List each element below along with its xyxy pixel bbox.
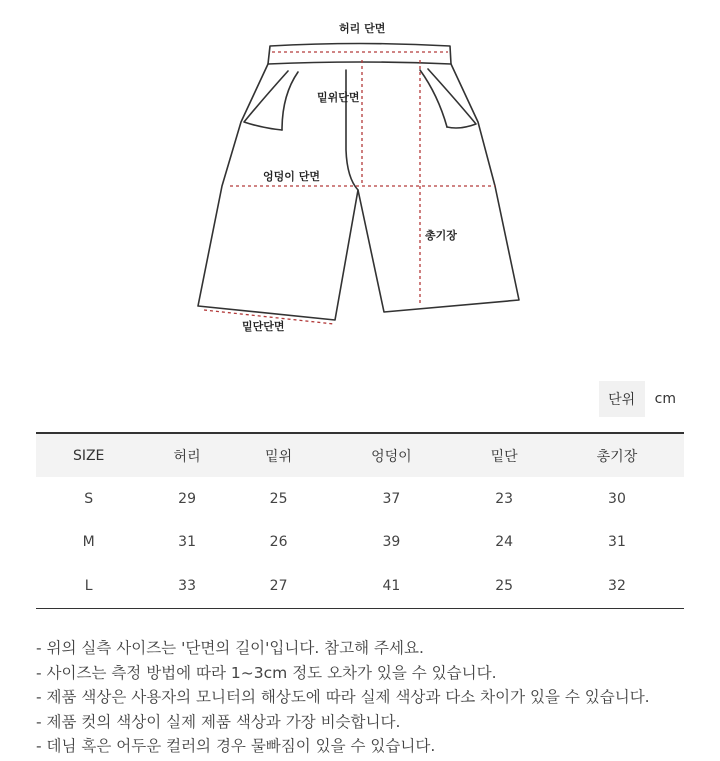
note-item: - 위의 실측 사이즈는 '단면의 길이'입니다. 참고해 주세요. [36,639,424,657]
size-chart-table [36,432,684,609]
cell-hem: 25 [458,564,550,608]
cell-rise: 27 [233,564,325,608]
cell-hip: 41 [324,564,458,608]
length-label: 총기장 [425,229,457,242]
hem-label: 밑단단면 [242,320,285,333]
cell-length: 31 [608,534,626,551]
note-item: - 제품 컷의 색상이 실제 제품 색상과 가장 비슷합니다. [36,712,401,731]
table-row-l [36,564,684,608]
cell-waist: 33 [141,564,233,608]
unit-indicator [599,381,684,417]
unit-value: cm [654,391,676,407]
header-length: 총기장 [550,433,684,477]
waist-label: 허리 단면 [339,22,386,35]
cell-rise: 25 [269,490,288,507]
cell-hem: 23 [495,490,514,507]
shorts-outline [198,44,519,321]
cell-size: L [36,564,141,608]
header-rise: 밑위 [233,433,325,477]
hip-label: 엉덩이 단면 [263,170,320,183]
shorts-illustration [0,0,720,350]
cell-hip: 39 [382,534,401,551]
cell-size: M [82,534,95,551]
size-notes [36,636,650,759]
cell-waist: 29 [178,490,196,507]
cell-waist: 31 [178,534,196,551]
measurement-diagram [0,0,720,350]
cell-length: 30 [608,490,626,507]
rise-label: 밑위단면 [317,91,360,104]
unit-label: 단위 [599,381,645,417]
cell-hip: 37 [382,490,401,507]
header-size: SIZE [36,433,141,477]
note-item: - 데님 혹은 어두운 컬러의 경우 물빠짐이 있을 수 있습니다. [36,737,436,755]
cell-size: S [84,490,94,507]
table-row-s [36,477,684,521]
note-item: - 사이즈는 측정 방법에 따라 1~3cm 정도 오차가 있을 수 있습니다. [36,663,497,682]
header-waist: 허리 [141,433,233,477]
cell-length: 32 [550,564,684,608]
header-hem: 밑단 [458,433,550,477]
table-row-m [36,521,684,565]
header-hip: 엉덩이 [324,433,458,477]
cell-hem: 24 [495,534,514,551]
table-header-row [36,433,684,477]
cell-rise: 26 [269,534,288,551]
note-item: - 제품 색상은 사용자의 모니터의 해상도에 따라 실제 색상과 다소 차이가 있을 수 있습니다. [36,688,650,706]
